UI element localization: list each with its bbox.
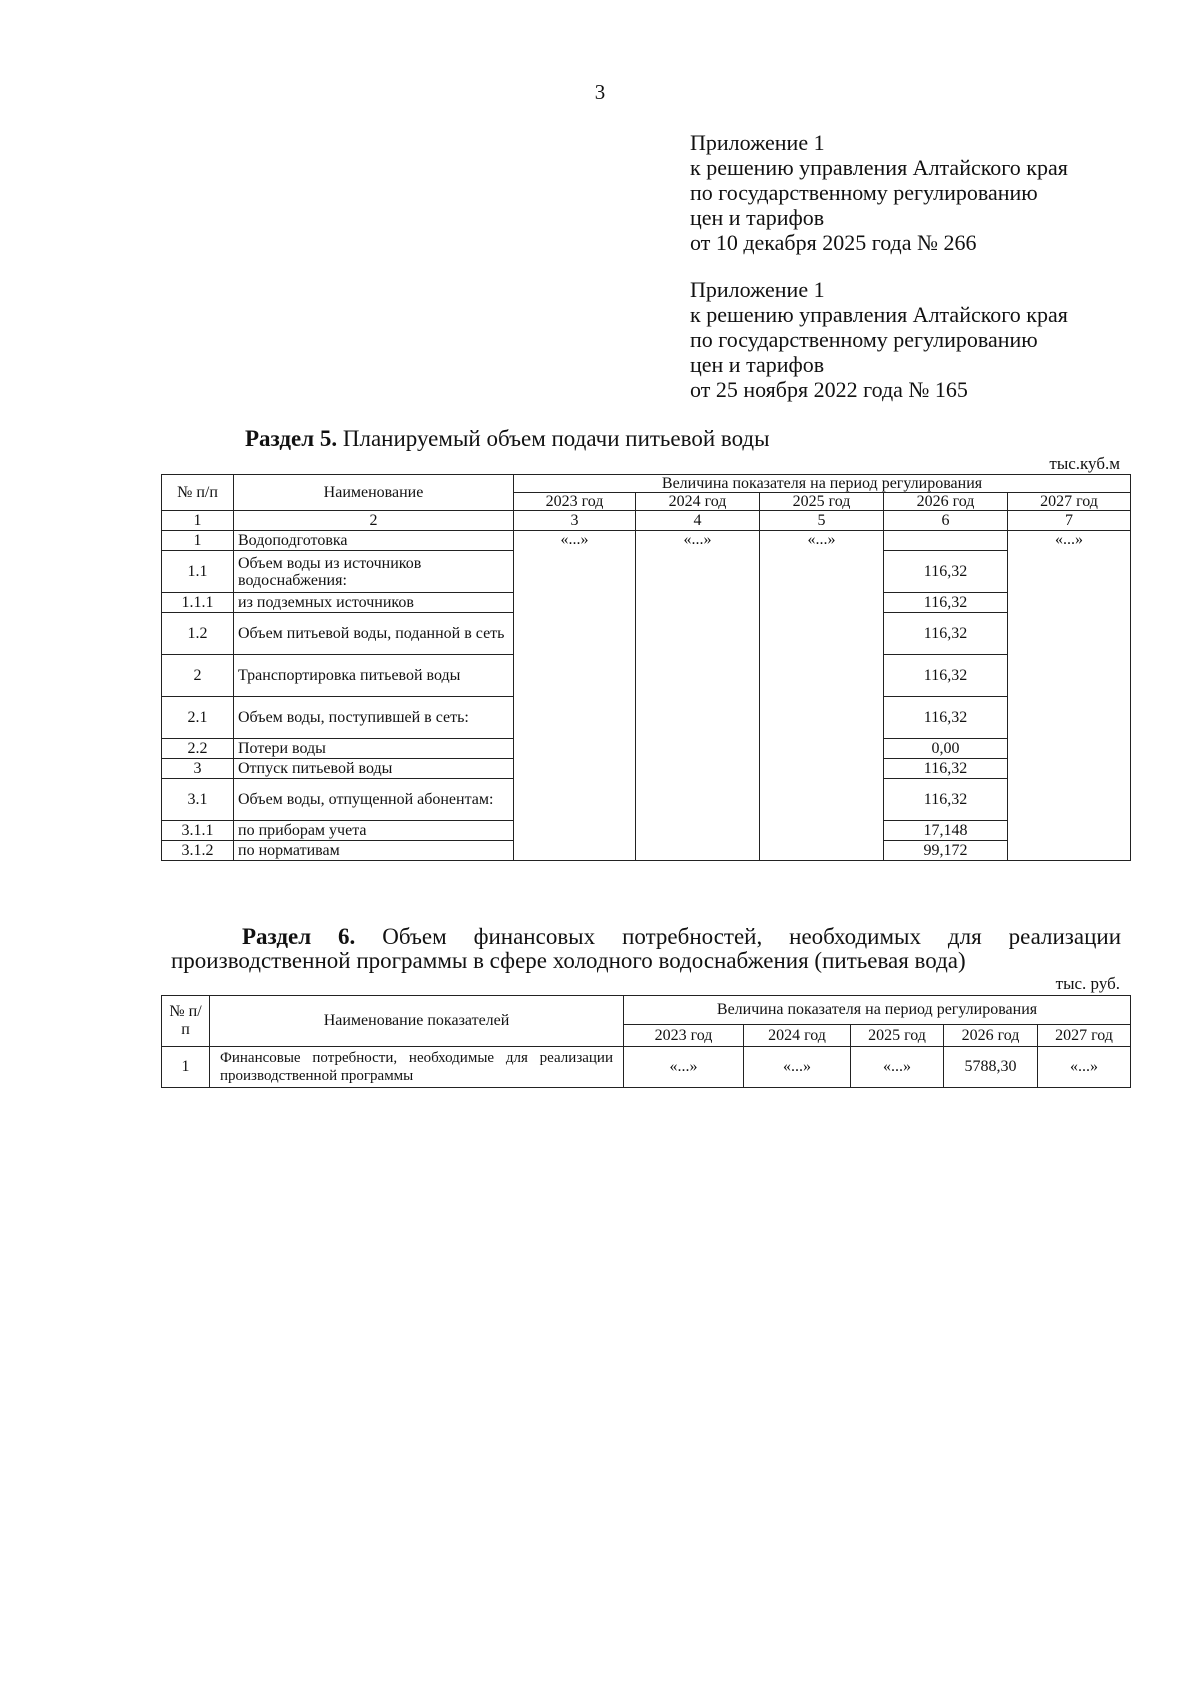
section6-table	[161, 995, 1131, 1088]
col-number: 1	[162, 511, 234, 531]
section5-table	[161, 474, 1131, 861]
col-number: 2	[234, 511, 514, 531]
row-num: 2.2	[162, 739, 234, 759]
row-num: 3.1.1	[162, 821, 234, 841]
value-2027: «...»	[1038, 1047, 1131, 1088]
row-num: 1.1	[162, 551, 234, 593]
section6-title	[171, 925, 1121, 973]
value-2026: 99,172	[884, 841, 1008, 861]
appendix-line: Приложение 1	[690, 130, 825, 155]
value-2026: 116,32	[884, 655, 1008, 697]
row-num: 3.1	[162, 779, 234, 821]
appendix-header-old	[690, 277, 1068, 402]
row-num: 3.1.2	[162, 841, 234, 861]
value-2024: «...»	[636, 531, 760, 861]
value-2023: «...»	[514, 531, 636, 861]
header-year: 2023 год	[514, 493, 636, 511]
value-2026: 116,32	[884, 779, 1008, 821]
row-num: 2	[162, 655, 234, 697]
appendix-line: к решению управления Алтайского края	[690, 155, 1068, 180]
value-2023: «...»	[624, 1047, 744, 1088]
appendix-header-new	[690, 130, 1068, 255]
section5-title-text: Планируемый объем подачи питьевой воды	[342, 426, 770, 451]
row-name: Отпуск питьевой воды	[234, 759, 514, 779]
header-name: Наименование показателей	[210, 996, 624, 1047]
section5-label: Раздел 5.	[245, 426, 338, 451]
value-2026: 17,148	[884, 821, 1008, 841]
appendix-line: к решению управления Алтайского края	[690, 302, 1068, 327]
section6-title-text: Объем финансовых потребностей, необходимых для реализации производственной программы в сфере холодного водоснабжения (питьевая вода)	[171, 924, 1122, 973]
section5-title	[245, 426, 770, 452]
value-2026: 116,32	[884, 551, 1008, 593]
header-year: 2024 год	[744, 1025, 851, 1047]
section5-unit: тыс.куб.м	[1049, 454, 1120, 473]
value-2026	[884, 531, 1008, 551]
row-name: Потери воды	[234, 739, 514, 759]
row-name: Объем воды, отпущенной абонентам:	[234, 779, 514, 821]
row-num: 1.1.1	[162, 593, 234, 613]
row-num: 2.1	[162, 697, 234, 739]
header-name: Наименование	[234, 475, 514, 511]
col-number: 4	[636, 511, 760, 531]
row-name: по нормативам	[234, 841, 514, 861]
header-year: 2025 год	[851, 1025, 944, 1047]
header-year: 2027 год	[1038, 1025, 1131, 1047]
row-name: Объем питьевой воды, поданной в сеть	[234, 613, 514, 655]
header-year: 2027 год	[1008, 493, 1131, 511]
appendix-line: Приложение 1	[690, 277, 825, 302]
header-num: № п/п	[162, 475, 234, 511]
row-name: из подземных источников	[234, 593, 514, 613]
row-name: Финансовые потребности, необходимые для реализации производственной программы	[210, 1047, 624, 1088]
value-2026: 116,32	[884, 759, 1008, 779]
header-num: № п/п	[162, 996, 210, 1047]
header-year: 2026 год	[884, 493, 1008, 511]
col-number: 7	[1008, 511, 1131, 531]
row-num: 3	[162, 759, 234, 779]
appendix-line: по государственному регулированию	[690, 180, 1038, 205]
value-2026: 5788,30	[944, 1047, 1038, 1088]
section6-unit: тыс. руб.	[1055, 974, 1120, 993]
header-year: 2026 год	[944, 1025, 1038, 1047]
value-2026: 116,32	[884, 593, 1008, 613]
row-num: 1.2	[162, 613, 234, 655]
row-name: Объем воды, поступившей в сеть:	[234, 697, 514, 739]
row-name: Транспортировка питьевой воды	[234, 655, 514, 697]
col-number: 6	[884, 511, 1008, 531]
section6-label: Раздел 6.	[242, 924, 356, 949]
value-2026: 0,00	[884, 739, 1008, 759]
row-num: 1	[162, 1047, 210, 1088]
table-row	[162, 531, 1131, 551]
value-2026: 116,32	[884, 697, 1008, 739]
page-number: 3	[594, 80, 606, 104]
header-year: 2025 год	[760, 493, 884, 511]
header-year: 2023 год	[624, 1025, 744, 1047]
row-num: 1	[162, 531, 234, 551]
row-name: по приборам учета	[234, 821, 514, 841]
header-period: Величина показателя на период регулирования	[514, 475, 1131, 493]
appendix-line: по государственному регулированию	[690, 327, 1038, 352]
col-number: 5	[760, 511, 884, 531]
row-name: Водоподготовка	[234, 531, 514, 551]
appendix-line: цен и тарифов	[690, 205, 825, 230]
value-2027: «...»	[1008, 531, 1131, 861]
value-2025: «...»	[760, 531, 884, 861]
appendix-line: цен и тарифов	[690, 352, 825, 377]
value-2025: «...»	[851, 1047, 944, 1088]
table-row	[162, 1047, 1131, 1088]
appendix-line: от 25 ноября 2022 года № 165	[690, 377, 968, 402]
header-period: Величина показателя на период регулирования	[624, 996, 1131, 1025]
header-year: 2024 год	[636, 493, 760, 511]
value-2024: «...»	[744, 1047, 851, 1088]
row-name: Объем воды из источников водоснабжения:	[234, 551, 514, 593]
appendix-line: от 10 декабря 2025 года № 266	[690, 230, 977, 255]
value-2026: 116,32	[884, 613, 1008, 655]
col-number: 3	[514, 511, 636, 531]
